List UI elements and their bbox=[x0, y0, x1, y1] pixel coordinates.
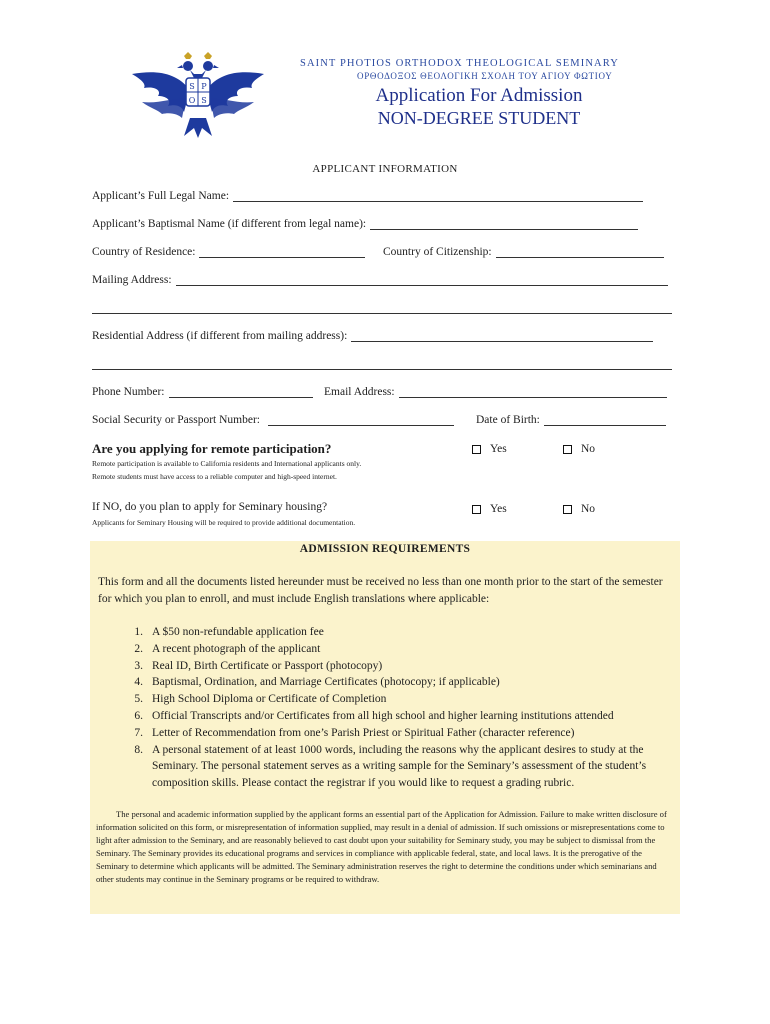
phone-label: Phone Number: bbox=[92, 386, 165, 398]
list-item-number: 1. bbox=[134, 626, 143, 638]
residential-address-input[interactable] bbox=[351, 331, 653, 342]
admission-requirements-title: ADMISSION REQUIREMENTS bbox=[299, 543, 471, 555]
ssn-passport-input[interactable] bbox=[268, 415, 454, 426]
list-item-text: A $50 non-refundable application fee bbox=[152, 626, 324, 638]
country-residence-field bbox=[92, 246, 365, 258]
checkbox-box[interactable] bbox=[563, 445, 572, 454]
mailing-address-label: Mailing Address: bbox=[92, 274, 172, 286]
remote-yes-label: Yes bbox=[490, 443, 507, 455]
list-item-number: 7. bbox=[134, 726, 143, 739]
remote-no-checkbox[interactable] bbox=[563, 443, 595, 455]
list-item-text: Baptismal, Ordination, and Marriage Certificates (photocopy; if applicable) bbox=[152, 676, 500, 689]
country-citizenship-field bbox=[383, 246, 664, 258]
seminary-name: SAINT PHOTIOS ORTHODOX THEOLOGICAL SEMINARY bbox=[300, 58, 619, 69]
ssn-passport-field bbox=[92, 414, 454, 426]
remote-no-label: No bbox=[581, 443, 596, 455]
list-item bbox=[98, 674, 678, 691]
email-label: Email Address: bbox=[324, 386, 395, 398]
residential-address-line-2[interactable] bbox=[92, 369, 672, 370]
list-item bbox=[98, 742, 678, 792]
checkbox-box[interactable] bbox=[472, 505, 481, 514]
residential-address-label: Residential Address (if different from mailing address): bbox=[92, 330, 348, 342]
logo-letter: S bbox=[189, 82, 195, 91]
requirements-list bbox=[98, 624, 678, 792]
admission-requirements-box bbox=[90, 541, 680, 914]
dob-field bbox=[476, 414, 666, 426]
page-title: Application For Admission bbox=[375, 85, 583, 106]
list-item-number: 4. bbox=[134, 676, 143, 689]
list-item-number: 3. bbox=[134, 659, 143, 672]
list-item-number: 2. bbox=[134, 642, 143, 655]
country-citizenship-input[interactable] bbox=[496, 247, 664, 258]
list-item bbox=[98, 708, 678, 725]
page-subtitle: NON-DEGREE STUDENT bbox=[377, 108, 581, 128]
country-citizenship-label: Country of Citizenship: bbox=[383, 246, 492, 258]
list-item bbox=[98, 725, 678, 742]
mailing-address-input[interactable] bbox=[176, 275, 668, 286]
section-heading-applicant-info: APPLICANT INFORMATION bbox=[312, 163, 458, 175]
list-item-text: A recent photograph of the applicant bbox=[152, 642, 321, 655]
housing-yes-label: Yes bbox=[490, 503, 507, 515]
list-item-number: 8. bbox=[134, 743, 143, 756]
country-residence-input[interactable] bbox=[199, 247, 365, 258]
housing-note: Applicants for Seminary Housing will be required to provide additional documentation. bbox=[92, 518, 356, 527]
list-item-text: A personal statement of at least 1000 words, including the reasons why the applicant desires to study at the Seminary. The personal statement serves as a writing sample for the Seminary’s assessment of the student’s composition skills. Please contact the registrar if you would like to request a grading rubric. bbox=[152, 743, 647, 790]
list-item-text: Real ID, Birth Certificate or Passport (photocopy) bbox=[152, 659, 383, 672]
phone-input[interactable] bbox=[169, 387, 313, 398]
housing-yes-checkbox[interactable] bbox=[472, 503, 507, 515]
housing-question: If NO, do you plan to apply for Seminary housing? bbox=[92, 501, 328, 513]
country-residence-label: Country of Residence: bbox=[92, 246, 196, 258]
list-item bbox=[98, 641, 678, 658]
list-item-number: 6. bbox=[134, 709, 143, 722]
logo-letter: P bbox=[201, 82, 207, 91]
remote-note-2: Remote students must have access to a reliable computer and high-speed internet. bbox=[92, 472, 337, 481]
baptismal-name-label: Applicant’s Baptismal Name (if different from legal name): bbox=[92, 218, 367, 230]
mailing-address-line-2[interactable] bbox=[92, 313, 672, 314]
email-field bbox=[324, 386, 667, 398]
housing-no-label: No bbox=[581, 503, 596, 515]
disclaimer-paragraph: The personal and academic information supplied by the applicant forms an essential part of the Application for Admission. Failure to make written disclosure of information solicited on this form, or misrepresentation of information supplied, may result in a denial of admission. If such omissions or misrepresentations come to light after admission to the Seminary, and are reasonably believed to cast doubt upon your suitability for Seminary study, you may be subject to dismissal from the Seminary. The Seminary provides its educational programs and services in compliance with applicable federal, state, and local laws. It is the prerogative of the Seminary to determine which applicants will be admitted. The Seminary administration reserves the right to determine the conditions under which seminarians and other students may continue in the Seminary programs or be required to withdraw. bbox=[96, 809, 667, 884]
housing-no-checkbox[interactable] bbox=[563, 503, 595, 515]
full-legal-name-label: Applicant’s Full Legal Name: bbox=[92, 190, 230, 202]
list-item bbox=[98, 658, 678, 675]
checkbox-box[interactable] bbox=[472, 445, 481, 454]
remote-yes-checkbox[interactable] bbox=[472, 443, 507, 455]
email-input[interactable] bbox=[399, 387, 667, 398]
list-item bbox=[98, 624, 678, 641]
remote-participation-question: Are you applying for remote participation? bbox=[92, 441, 332, 456]
baptismal-name-field bbox=[92, 218, 638, 230]
list-item-text: High School Diploma or Certificate of Completion bbox=[152, 693, 387, 706]
remote-note-1: Remote participation is available to California residents and International applicants only. bbox=[92, 459, 362, 468]
list-item-text: Official Transcripts and/or Certificates from all high school and higher learning institutions attended bbox=[152, 709, 614, 722]
full-legal-name-input[interactable] bbox=[233, 191, 643, 202]
dob-input[interactable] bbox=[544, 415, 666, 426]
logo-letter: S bbox=[201, 96, 207, 105]
full-legal-name-field bbox=[92, 190, 643, 202]
residential-address-field bbox=[92, 330, 653, 342]
list-item-number: 5. bbox=[134, 693, 143, 706]
ssn-passport-label: Social Security or Passport Number: bbox=[92, 414, 261, 426]
seminary-name-greek: ΟΡΘΟΔΟΞΟΣ ΘΕΟΛΟΓΙΚΗ ΣΧΟΛΗ ΤΟΥ ΑΓΙΟΥ ΦΩΤΙΟΥ bbox=[357, 71, 613, 81]
list-item-text: Letter of Recommendation from one’s Parish Priest or Spiritual Father (character reference) bbox=[152, 726, 575, 739]
logo-letter: O bbox=[188, 96, 196, 105]
admission-intro: This form and all the documents listed hereunder must be received no less than one month prior to the start of the semester for which you plan to enroll, and must include English translations where applicable: bbox=[98, 576, 663, 605]
checkbox-box[interactable] bbox=[563, 505, 572, 514]
list-item bbox=[98, 691, 678, 708]
dob-label: Date of Birth: bbox=[476, 414, 540, 426]
phone-field bbox=[92, 386, 313, 398]
mailing-address-field bbox=[92, 274, 668, 286]
baptismal-name-input[interactable] bbox=[370, 219, 638, 230]
